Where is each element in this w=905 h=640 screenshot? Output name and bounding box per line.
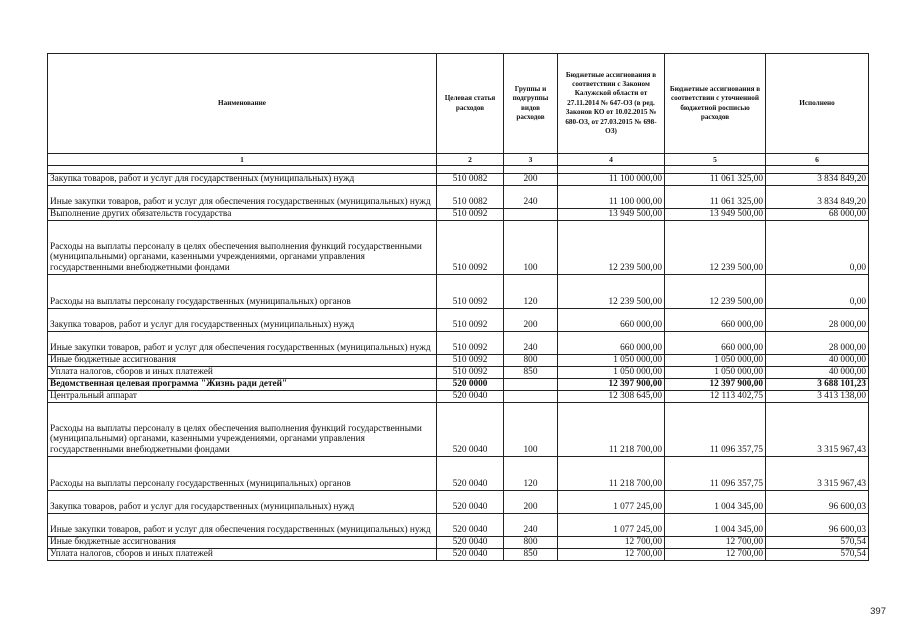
row-executed: 96 600,03 xyxy=(766,491,869,514)
row-executed: 570,54 xyxy=(766,537,869,549)
row-target-article: 510 0092 xyxy=(437,309,504,332)
row-expense-group xyxy=(504,391,558,403)
spacer-cell xyxy=(48,166,437,174)
row-executed: 28 000,00 xyxy=(766,309,869,332)
table-row xyxy=(48,355,869,367)
row-executed: 0,00 xyxy=(766,221,869,275)
row-executed: 3 315 967,43 xyxy=(766,457,869,491)
table-row xyxy=(48,537,869,549)
row-executed: 3 834 849,20 xyxy=(766,186,869,209)
row-name: Иные закупки товаров, работ и услуг для обеспечения государственных (муниципальных) нужд xyxy=(48,514,437,537)
row-expense-group: 850 xyxy=(504,367,558,379)
row-plan-allocation: 11 061 325,00 xyxy=(665,186,766,209)
row-executed: 3 315 967,43 xyxy=(766,403,869,457)
table-row xyxy=(48,275,869,309)
header-law-allocation: Бюджетные ассигнования в соответствии с Законом Калужской области от 27.11.2014 № 647-ОЗ (в ред. Законов КО от 10.02.2015 № 680-ОЗ, от 27.03.2015 № 698-ОЗ) xyxy=(558,54,665,154)
column-number: 4 xyxy=(558,154,665,166)
row-law-allocation: 12 239 500,00 xyxy=(558,221,665,275)
row-law-allocation: 660 000,00 xyxy=(558,332,665,355)
row-name: Закупка товаров, работ и услуг для государственных (муниципальных) нужд xyxy=(48,491,437,514)
table-row xyxy=(48,491,869,514)
row-law-allocation: 11 100 000,00 xyxy=(558,186,665,209)
table-row xyxy=(48,332,869,355)
row-law-allocation: 11 218 700,00 xyxy=(558,457,665,491)
row-expense-group: 120 xyxy=(504,457,558,491)
row-law-allocation: 13 949 500,00 xyxy=(558,209,665,221)
row-target-article: 510 0092 xyxy=(437,209,504,221)
table-row xyxy=(48,403,869,457)
header-plan-allocation: Бюджетные ассигнования в соответствии с уточненной бюджетной росписью расходов xyxy=(665,54,766,154)
row-name: Уплата налогов, сборов и иных платежей xyxy=(48,549,437,561)
row-name: Закупка товаров, работ и услуг для государственных (муниципальных) нужд xyxy=(48,174,437,186)
row-plan-allocation: 1 050 000,00 xyxy=(665,367,766,379)
row-name: Иные бюджетные ассигнования xyxy=(48,355,437,367)
budget-table xyxy=(47,53,869,561)
row-name: Расходы на выплаты персоналу государственных (муниципальных) органов xyxy=(48,275,437,309)
column-number: 3 xyxy=(504,154,558,166)
row-plan-allocation: 11 096 357,75 xyxy=(665,403,766,457)
table-row xyxy=(48,549,869,561)
row-target-article: 520 0040 xyxy=(437,457,504,491)
spacer-cell xyxy=(665,166,766,174)
row-target-article: 520 0040 xyxy=(437,514,504,537)
column-number: 5 xyxy=(665,154,766,166)
row-target-article: 520 0040 xyxy=(437,391,504,403)
spacer-cell xyxy=(504,166,558,174)
row-law-allocation: 12 239 500,00 xyxy=(558,275,665,309)
row-expense-group: 200 xyxy=(504,309,558,332)
row-name: Иные закупки товаров, работ и услуг для обеспечения государственных (муниципальных) нужд xyxy=(48,332,437,355)
row-name: Уплата налогов, сборов и иных платежей xyxy=(48,367,437,379)
table-row xyxy=(48,379,869,391)
spacer-cell xyxy=(558,166,665,174)
table-row xyxy=(48,221,869,275)
row-expense-group: 120 xyxy=(504,275,558,309)
table-row xyxy=(48,457,869,491)
row-executed: 40 000,00 xyxy=(766,367,869,379)
row-expense-group: 240 xyxy=(504,332,558,355)
spacer-row xyxy=(48,166,869,174)
row-plan-allocation: 660 000,00 xyxy=(665,332,766,355)
row-plan-allocation: 13 949 500,00 xyxy=(665,209,766,221)
row-expense-group: 800 xyxy=(504,355,558,367)
row-name: Выполнение других обязательств государства xyxy=(48,209,437,221)
header-target-article: Целевая статья расходов xyxy=(437,54,504,154)
table-row xyxy=(48,309,869,332)
row-law-allocation: 11 100 000,00 xyxy=(558,174,665,186)
column-number: 6 xyxy=(766,154,869,166)
table-header xyxy=(48,54,869,166)
header-executed: Исполнено xyxy=(766,54,869,154)
row-plan-allocation: 12 700,00 xyxy=(665,537,766,549)
row-executed: 28 000,00 xyxy=(766,332,869,355)
spacer-cell xyxy=(437,166,504,174)
row-law-allocation: 1 077 245,00 xyxy=(558,514,665,537)
table-row xyxy=(48,514,869,537)
row-executed: 40 000,00 xyxy=(766,355,869,367)
row-law-allocation: 12 308 645,00 xyxy=(558,391,665,403)
row-law-allocation: 660 000,00 xyxy=(558,309,665,332)
row-name: Расходы на выплаты персоналу в целях обеспечения выполнения функций государственными (муниципальными) органами, казенными учреждениями, органами управления государственными внебюджетными фондами xyxy=(48,403,437,457)
row-expense-group xyxy=(504,209,558,221)
row-target-article: 510 0092 xyxy=(437,332,504,355)
row-target-article: 520 0000 xyxy=(437,379,504,391)
row-executed: 3 688 101,23 xyxy=(766,379,869,391)
row-plan-allocation: 12 397 900,00 xyxy=(665,379,766,391)
table-row xyxy=(48,391,869,403)
row-plan-allocation: 1 004 345,00 xyxy=(665,491,766,514)
row-target-article: 520 0040 xyxy=(437,403,504,457)
row-plan-allocation: 1 004 345,00 xyxy=(665,514,766,537)
row-plan-allocation: 12 239 500,00 xyxy=(665,221,766,275)
row-expense-group: 240 xyxy=(504,514,558,537)
row-target-article: 510 0092 xyxy=(437,367,504,379)
row-target-article: 520 0040 xyxy=(437,491,504,514)
row-law-allocation: 1 050 000,00 xyxy=(558,367,665,379)
table-body xyxy=(48,166,869,561)
row-target-article: 520 0040 xyxy=(437,549,504,561)
row-plan-allocation: 12 239 500,00 xyxy=(665,275,766,309)
row-expense-group: 200 xyxy=(504,491,558,514)
row-expense-group: 100 xyxy=(504,403,558,457)
row-law-allocation: 11 218 700,00 xyxy=(558,403,665,457)
table-row xyxy=(48,209,869,221)
row-target-article: 510 0082 xyxy=(437,174,504,186)
row-name: Ведомственная целевая программа "Жизнь ради детей" xyxy=(48,379,437,391)
row-expense-group: 800 xyxy=(504,537,558,549)
row-expense-group xyxy=(504,379,558,391)
table-row xyxy=(48,186,869,209)
row-executed: 3 834 849,20 xyxy=(766,174,869,186)
row-executed: 570,54 xyxy=(766,549,869,561)
column-number: 1 xyxy=(48,154,437,166)
column-number: 2 xyxy=(437,154,504,166)
row-target-article: 510 0092 xyxy=(437,355,504,367)
row-executed: 68 000,00 xyxy=(766,209,869,221)
row-name: Иные бюджетные ассигнования xyxy=(48,537,437,549)
row-law-allocation: 1 077 245,00 xyxy=(558,491,665,514)
page-number: 397 xyxy=(870,606,886,617)
row-law-allocation: 12 700,00 xyxy=(558,537,665,549)
row-target-article: 510 0082 xyxy=(437,186,504,209)
column-number-row xyxy=(48,154,869,166)
spacer-cell xyxy=(766,166,869,174)
row-name: Иные закупки товаров, работ и услуг для обеспечения государственных (муниципальных) нужд xyxy=(48,186,437,209)
row-plan-allocation: 11 061 325,00 xyxy=(665,174,766,186)
header-expense-group: Группы и подгруппы видов расходов xyxy=(504,54,558,154)
row-law-allocation: 12 700,00 xyxy=(558,549,665,561)
row-plan-allocation: 11 096 357,75 xyxy=(665,457,766,491)
row-plan-allocation: 660 000,00 xyxy=(665,309,766,332)
row-name: Закупка товаров, работ и услуг для государственных (муниципальных) нужд xyxy=(48,309,437,332)
table-row xyxy=(48,174,869,186)
row-law-allocation: 1 050 000,00 xyxy=(558,355,665,367)
header-name: Наименование xyxy=(48,54,437,154)
row-plan-allocation: 12 113 402,75 xyxy=(665,391,766,403)
row-executed: 0,00 xyxy=(766,275,869,309)
row-name: Расходы на выплаты персоналу в целях обеспечения выполнения функций государственными (муниципальными) органами, казенными учреждениями, органами управления государственными внебюджетными фондами xyxy=(48,221,437,275)
row-executed: 96 600,03 xyxy=(766,514,869,537)
row-expense-group: 200 xyxy=(504,174,558,186)
row-plan-allocation: 12 700,00 xyxy=(665,549,766,561)
row-plan-allocation: 1 050 000,00 xyxy=(665,355,766,367)
row-expense-group: 850 xyxy=(504,549,558,561)
row-target-article: 510 0092 xyxy=(437,221,504,275)
row-expense-group: 100 xyxy=(504,221,558,275)
table-row xyxy=(48,367,869,379)
row-law-allocation: 12 397 900,00 xyxy=(558,379,665,391)
row-target-article: 520 0040 xyxy=(437,537,504,549)
row-expense-group: 240 xyxy=(504,186,558,209)
row-target-article: 510 0092 xyxy=(437,275,504,309)
row-name: Расходы на выплаты персоналу государственных (муниципальных) органов xyxy=(48,457,437,491)
row-name: Центральный аппарат xyxy=(48,391,437,403)
row-executed: 3 413 138,00 xyxy=(766,391,869,403)
